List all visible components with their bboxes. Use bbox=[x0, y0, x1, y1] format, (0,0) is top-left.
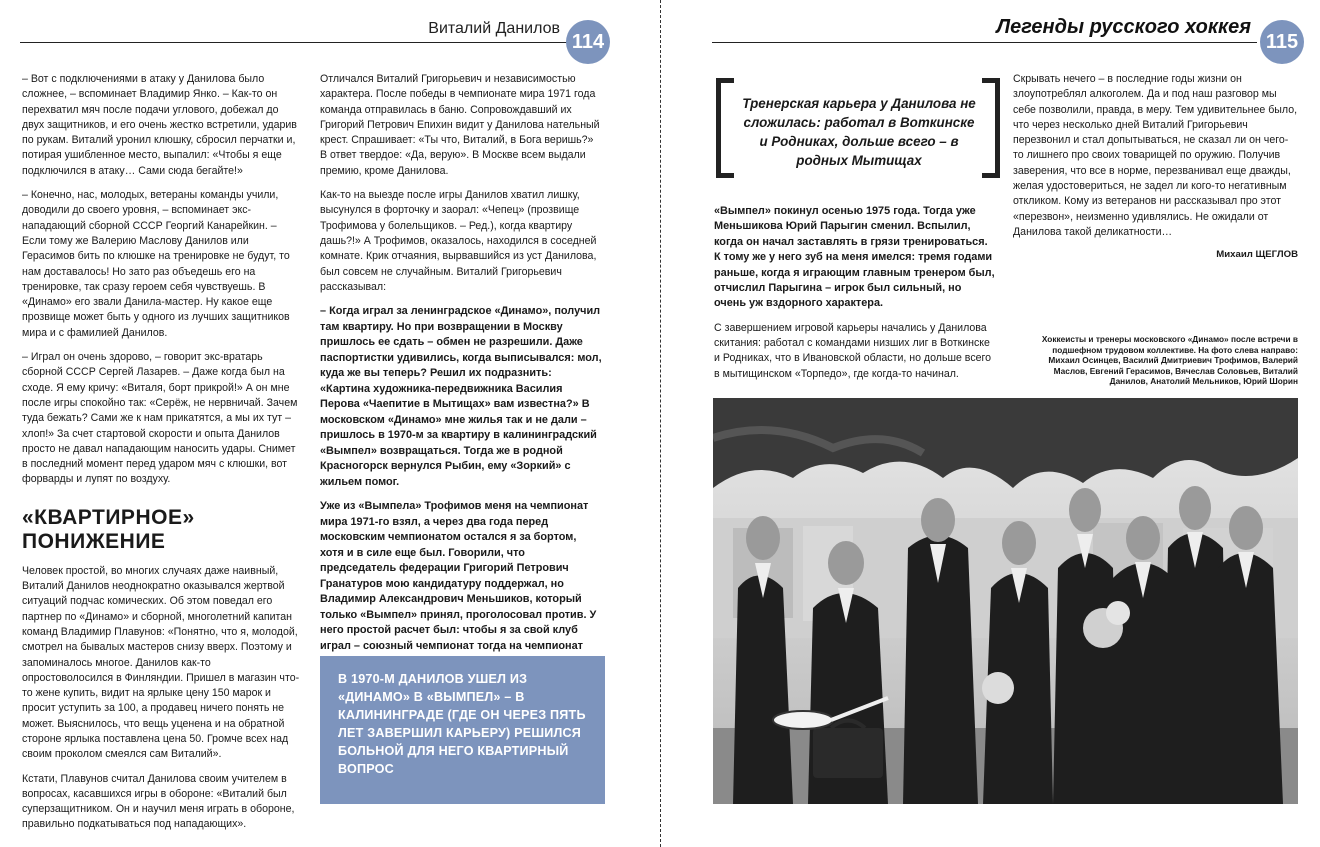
photo-caption-text: Хоккеисты и тренеры московского «Динамо» после встречи в подшефном трудовом коллективе. На фото слева направо: Михаил Осинцев, Василий Дмитриевич Трофимов, Валерий Маслов, Евгений Герасимов, Вячеслав Соловьев, Виталий Данилов, Анатолий Мельников, Юрий Шорин bbox=[1041, 334, 1298, 386]
bold-paragraph: Уже из «Вымпела» Трофимов меня на чемпионат мира 1971-го взял, а через два года перед московским чемпионатом остался я за бортом, хотя и в силе еще был. Говорили, что председатель федерации Григорий Петрович Гранатуров мою кандидатуру поддержал, но Владимир Александрович Меньшиков, который только «Вымпел» принял, проголосовал против. У него простой расчет был: чтобы я за свой клуб играл – союзный чемпионат тогда на чемпионат bbox=[320, 500, 597, 652]
left-page-header bbox=[20, 18, 610, 44]
section-title-line-2: ПОНИЖЕНИЕ bbox=[22, 529, 166, 553]
page-number-right: 115 bbox=[1260, 20, 1304, 64]
bracket-left bbox=[716, 78, 734, 178]
header-rule-left bbox=[20, 42, 568, 43]
bracket-right bbox=[982, 78, 1000, 178]
callout-box bbox=[320, 656, 605, 804]
section-title bbox=[22, 506, 302, 554]
paragraph: – Конечно, нас, молодых, ветераны команды учили, доводили до своего уровня, – вспоминает экс-нападающий сборной СССР Георгий Канарейкин. – Если тому же Валерию Маслову Данилов или Герасимов бить по клюшке на тренировке не будут, то нам доставалось! Но зато раз объедешь его на тренировке, так сразу героем себя чувствуешь. В «Динамо» его звали Данила-мастер. Ну какое еще прозвище может быть у одного из лучших защитников мира и с фамилией Данилов. bbox=[22, 189, 290, 339]
right-column-1 bbox=[714, 204, 996, 391]
team-photo bbox=[713, 398, 1298, 804]
header-rule-right bbox=[712, 42, 1257, 43]
paragraph: Кстати, Плавунов считал Данилова своим учителем в вопросах, касавшихся игры в обороне: «Виталий был суперзащитником. Он и научил меня играть в обороне, правильно подкатываться под нападающих». bbox=[22, 772, 295, 831]
paragraph: С завершением игровой карьеры начались у Данилова скитания: работал с командами низших лиг в Воткинске и Родниках, что в Ивановской области, но дольше всего в мытищинском «Торпедо», где когда-то начинал. bbox=[714, 321, 992, 380]
callout-text: В 1970-М ДАНИЛОВ УШЕЛ ИЗ «ДИНАМО» В «ВЫМПЕЛ» – В КАЛИНИНГРАДЕ (ГДЕ ОН ЧЕРЕЗ ПЯТЬ ЛЕТ ЗАВЕРШИЛ КАРЬЕРУ) РЕШИЛСЯ БОЛЬНОЙ ДЛЯ НЕГО КВАРТИРНЫЙ ВОПРОС bbox=[338, 672, 586, 776]
team-photo-image bbox=[713, 398, 1298, 804]
pull-quote-text: Тренерская карьера у Данилова не сложилась: работал в Воткинске и Родниках, дольше всего – в родных Мытищах bbox=[742, 96, 976, 168]
paragraph: Как-то на выезде после игры Данилов хватил лишку, высунулся в форточку и заорал: «Чепец» (прозвище Трофимова у болельщиков. – Ред.), когда квартиру дашь?!» А Трофимов, оказалось, находился в соседней комнате. Крик отчаяния, вырвавшийся из уст Данилова, был совсем не случайным. Виталий Григорьевич рассказывал: bbox=[320, 189, 597, 293]
right-page-header bbox=[712, 14, 1257, 42]
paragraph: – Играл он очень здорово, – говорит экс-вратарь сборной СССР Сергей Лазарев. – Даже когда был на сходе. Я ему кричу: «Виталя, борт прикрой!» А он мне после игры спокойно так: «Серёж, не нервничай. Зачем туда бежать? Сами же к нам прикатятся, а мы их тут – хлоп!» За счет стартовой скорости и опыта Данилов просто не давал нападающим наносить удары. Снимет в последний момент перед ударом мяч с клюшки, вот форварды и лупят по воздуху. bbox=[22, 351, 298, 486]
page-divider bbox=[660, 0, 661, 847]
paragraph: – Вот с подключениями в атаку у Данилова было сложнее, – вспоминает Владимир Янко. – Как-то он перехватил мяч после подачи углового, добежал до двух защитников, и его очень жестко встретили, ударив по рукам. Виталий уронил клюшку, сбросил перчатки и, потирая ушибленное место, выпалил: «Чтобы я еще подключился в атаку… Сами сюда бегайте!» bbox=[22, 73, 297, 177]
paragraph: Человек простой, во многих случаях даже наивный, Виталий Данилов неоднократно оказывался жертвой ситуаций подчас комических. Об этом поведал его партнер по «Динамо» и сборной, многолетний капитан команд Владимир Плавунов: «Понятно, что я, молодой, смотрел на бывалых мастеров снизу вверх. Поэтому и запоминалось многое. Данилов как-то опростоволосился в Финляндии. Пришел в магазин что-то жене купить, видит на ярлыке цену 150 марок и просит уступить за 100, а продавец ничего понять не может. Выяснилось, что вещь уценена и на обратной стороне ярлыка поставлена цена 50. Громче всех над своим проколом смеялся сам Виталий». bbox=[22, 564, 300, 761]
bold-paragraph: – Когда играл за ленинградское «Динамо», получил там квартиру. Но при возвращении в Москву пришлось ее сдать – обмен не разрешили. Даже паспортистки удивились, когда выписывался: мол, куда же вы теперь? Решил их подразнить: «Картина художника-передвижника Василия Перова «Чаепитие в Мытищах» вам известна?» В московском «Динамо» мне жилья так и не дали – пришлось в 1970-м за квартиру в калининградский «Вымпел» возвращаться. Тогда же в родной Красногорск вернулся Рыбин, ему «Зоркий» с жильем помог. bbox=[320, 305, 602, 488]
header-title: Легенды русского хоккея bbox=[996, 16, 1251, 38]
bold-paragraph: «Вымпел» покинул осенью 1975 года. Тогда уже Меньшикова Юрий Парыгин сменил. Вспылил, когда он начал заставлять в грязи тренироваться. К тому же у него зуб на меня имелся: тремя годами раньше, когда я играющим главным тренером был, отчислил Парыгина – игрок был сильный, но очень уж вздорного характера. bbox=[714, 205, 995, 310]
section-title-line-1: «КВАРТИРНОЕ» bbox=[22, 505, 195, 529]
paragraph: Отличался Виталий Григорьевич и независимостью характера. После победы в чемпионате мира 1971 года команда отправилась в баню. Сопровождавший их Григорий Петрович Епихин видит у Данилова нательный крест. Спрашивает: «Ты что, Виталий, в Бога веришь?» В ответ твердое: «Да, верую». В Москве всем выдали премию, кроме Данилова. bbox=[320, 73, 600, 177]
left-column-1 bbox=[22, 72, 302, 842]
photo-caption bbox=[1040, 334, 1298, 387]
right-column-2 bbox=[1013, 72, 1298, 260]
left-column-2 bbox=[320, 72, 602, 679]
paragraph: Скрывать нечего – в последние годы жизни он злоупотреблял алкоголем. Да и под наш разговор мы себе позволили, правда, в меру. Тем удивительнее было, что через несколько дней Виталий Григорьевич перезвонил и стал допытываться, не сказал ли он чего-то лишнего про своих товарищей по оружию. Получив заверения, что все в норме, перезванивал еще дважды, желая удостовериться, не задел ли кого-то негативным откликом. Кому из ветеранов ни рассказывал про этот «перезвон», неизменно удивлялись. Не ожидали от Данилова такой деликатности… bbox=[1013, 73, 1298, 238]
pull-quote bbox=[738, 94, 980, 170]
header-author: Виталий Данилов bbox=[428, 20, 560, 37]
author-signature: Михаил ЩЕГЛОВ bbox=[1216, 249, 1298, 261]
page-number-left: 114 bbox=[566, 20, 610, 64]
